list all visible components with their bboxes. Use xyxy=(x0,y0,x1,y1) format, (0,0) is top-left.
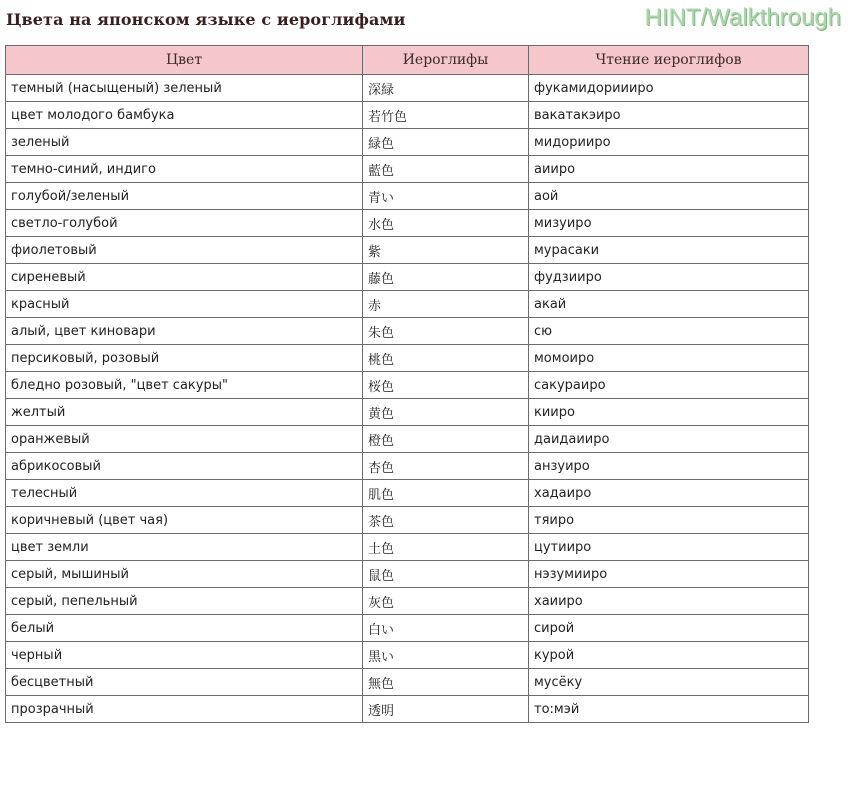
table-row xyxy=(6,426,809,453)
column-header-reading: Чтение иероглифов xyxy=(529,46,809,75)
cell-color-name: коричневый (цвет чая) xyxy=(6,507,363,534)
table-row xyxy=(6,129,809,156)
column-header-kanji: Иероглифы xyxy=(363,46,529,75)
cell-reading: мидорииро xyxy=(529,129,809,156)
cell-color-name: абрикосовый xyxy=(6,453,363,480)
cell-color-name: персиковый, розовый xyxy=(6,345,363,372)
cell-color-name: телесный xyxy=(6,480,363,507)
table-header-row xyxy=(6,46,809,75)
cell-color-name: оранжевый xyxy=(6,426,363,453)
cell-color-name: бледно розовый, "цвет сакуры" xyxy=(6,372,363,399)
cell-reading: фудзииро xyxy=(529,264,809,291)
table-row xyxy=(6,453,809,480)
cell-kanji: 緑色 xyxy=(363,129,529,156)
cell-color-name: серый, мышиный xyxy=(6,561,363,588)
cell-kanji: 黒い xyxy=(363,642,529,669)
cell-color-name: голубой/зеленый xyxy=(6,183,363,210)
cell-kanji: 鼠色 xyxy=(363,561,529,588)
cell-kanji: 灰色 xyxy=(363,588,529,615)
cell-color-name: светло-голубой xyxy=(6,210,363,237)
cell-kanji: 杏色 xyxy=(363,453,529,480)
cell-kanji: 透明 xyxy=(363,696,529,723)
table-row xyxy=(6,615,809,642)
cell-color-name: темный (насыщеный) зеленый xyxy=(6,75,363,102)
cell-reading: то:мэй xyxy=(529,696,809,723)
cell-kanji: 桃色 xyxy=(363,345,529,372)
column-header-color: Цвет xyxy=(6,46,363,75)
cell-kanji: 藍色 xyxy=(363,156,529,183)
cell-color-name: красный xyxy=(6,291,363,318)
cell-reading: аой xyxy=(529,183,809,210)
cell-kanji: 青い xyxy=(363,183,529,210)
cell-color-name: черный xyxy=(6,642,363,669)
cell-reading: мусёку xyxy=(529,669,809,696)
table-row xyxy=(6,264,809,291)
table-body xyxy=(6,75,809,723)
table-row xyxy=(6,75,809,102)
cell-reading: мизуиро xyxy=(529,210,809,237)
table-row xyxy=(6,102,809,129)
page-title: Цвета на японском языке с иероглифами xyxy=(6,10,406,29)
cell-reading: даидаиирo xyxy=(529,426,809,453)
cell-reading: хаииро xyxy=(529,588,809,615)
table-row xyxy=(6,399,809,426)
cell-reading: анзуиро xyxy=(529,453,809,480)
table-row xyxy=(6,561,809,588)
cell-color-name: цвет земли xyxy=(6,534,363,561)
colors-table xyxy=(5,45,809,723)
cell-kanji: 肌色 xyxy=(363,480,529,507)
cell-kanji: 藤色 xyxy=(363,264,529,291)
cell-reading: момоиро xyxy=(529,345,809,372)
table-row xyxy=(6,696,809,723)
cell-reading: нэзумииро xyxy=(529,561,809,588)
table-row xyxy=(6,507,809,534)
cell-color-name: серый, пепельный xyxy=(6,588,363,615)
cell-kanji: 赤 xyxy=(363,291,529,318)
cell-reading: сирой xyxy=(529,615,809,642)
cell-kanji: 紫 xyxy=(363,237,529,264)
table-row xyxy=(6,210,809,237)
cell-kanji: 茶色 xyxy=(363,507,529,534)
table-row xyxy=(6,372,809,399)
table-row xyxy=(6,318,809,345)
cell-kanji: 白い xyxy=(363,615,529,642)
table-row xyxy=(6,156,809,183)
table-row xyxy=(6,588,809,615)
cell-kanji: 若竹色 xyxy=(363,102,529,129)
cell-color-name: фиолетовый xyxy=(6,237,363,264)
cell-reading: мурасаки xyxy=(529,237,809,264)
cell-reading: тяиро xyxy=(529,507,809,534)
cell-color-name: бесцветный xyxy=(6,669,363,696)
cell-reading: курой xyxy=(529,642,809,669)
cell-kanji: 桜色 xyxy=(363,372,529,399)
watermark-logo: HINT/Walkthrough xyxy=(644,4,841,31)
cell-kanji: 無色 xyxy=(363,669,529,696)
cell-reading: вакатакэиро xyxy=(529,102,809,129)
table-row xyxy=(6,345,809,372)
cell-reading: сакураиро xyxy=(529,372,809,399)
cell-kanji: 水色 xyxy=(363,210,529,237)
table-row xyxy=(6,183,809,210)
cell-color-name: цвет молодого бамбука xyxy=(6,102,363,129)
cell-reading: цутииро xyxy=(529,534,809,561)
table-row xyxy=(6,669,809,696)
cell-color-name: темно-синий, индиго xyxy=(6,156,363,183)
cell-reading: фукамидориииро xyxy=(529,75,809,102)
table-row xyxy=(6,291,809,318)
cell-color-name: зеленый xyxy=(6,129,363,156)
cell-color-name: алый, цвет киновари xyxy=(6,318,363,345)
cell-kanji: 深緑 xyxy=(363,75,529,102)
cell-color-name: сиреневый xyxy=(6,264,363,291)
cell-reading: киирo xyxy=(529,399,809,426)
cell-reading: акай xyxy=(529,291,809,318)
cell-kanji: 土色 xyxy=(363,534,529,561)
cell-kanji: 橙色 xyxy=(363,426,529,453)
cell-color-name: белый xyxy=(6,615,363,642)
cell-reading: сю xyxy=(529,318,809,345)
cell-kanji: 朱色 xyxy=(363,318,529,345)
cell-kanji: 黄色 xyxy=(363,399,529,426)
table-row xyxy=(6,480,809,507)
cell-color-name: желтый xyxy=(6,399,363,426)
cell-reading: хадаиро xyxy=(529,480,809,507)
table-row xyxy=(6,642,809,669)
table-row xyxy=(6,534,809,561)
table-row xyxy=(6,237,809,264)
cell-reading: аииро xyxy=(529,156,809,183)
cell-color-name: прозрачный xyxy=(6,696,363,723)
